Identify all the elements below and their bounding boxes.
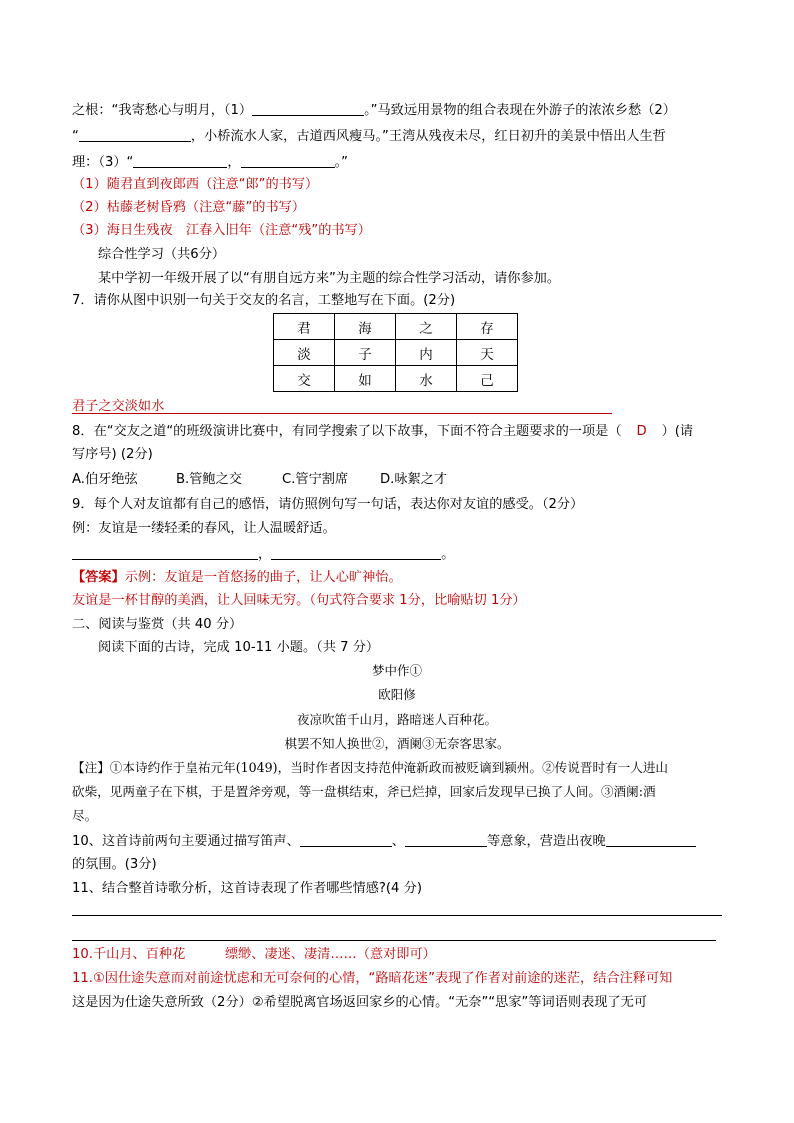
q11-question: 11、结合整首诗歌分析，这首诗表现了作者哪些情感?(4 分) — [72, 881, 422, 896]
grid-row — [274, 366, 518, 392]
q6-line-3-text-b: ， — [227, 155, 241, 170]
q6-answer-2: （2）枯藤老树昏鸦（注意“藤”的书写） — [72, 200, 306, 215]
note-line-1: 【注】①本诗约作于皇祐元年(1049)，当时作者因支持范仲淹新政而被贬谪到颍州。②传说晋时有一人进山 — [72, 760, 669, 775]
q6-blank-3a[interactable] — [133, 153, 227, 168]
q8-options — [72, 471, 447, 489]
q10-line-1 — [72, 832, 696, 851]
q8-option-c: C.管宁割席 — [282, 472, 349, 487]
q8-text-b: ）(请 — [661, 424, 694, 439]
answer-10: 10.千山月、百种花 缥缈、凄迷、凄清……（意对即可） — [72, 947, 436, 962]
q6-blank-3b[interactable] — [241, 153, 335, 168]
q9-end: 。 — [441, 547, 455, 562]
grid-cell: 子 — [335, 340, 396, 366]
q10-blank-1[interactable] — [300, 832, 392, 847]
q7-character-grid — [273, 313, 518, 392]
q10-line-2: 的氛围。(3分) — [72, 857, 157, 872]
poem-author: 欧阳修 — [378, 687, 416, 702]
answer-11-line-2: 这是因为仕途失意所致（2分）②希望脱离官场返回家乡的心情。“无奈”“思家”等词语则表现了无可 — [72, 995, 648, 1010]
q6-answer-1: （1）随君直到夜郎西（注意“郎”的书写） — [72, 177, 319, 192]
q8-option-b: B.管鲍之交 — [176, 472, 242, 487]
q8-text-a: 8．在“交友之道“的班级演讲比赛中，有同学搜索了以下故事，下面不符合主题要求的一项是（ — [72, 424, 622, 439]
q9-example: 例：友谊是一缕轻柔的春风，让人温暖舒适。 — [72, 521, 336, 536]
grid-cell: 存 — [457, 314, 518, 340]
q7-question: 7．请你从图中识别一句关于交友的名言，工整地写在下面。(2分) — [72, 293, 456, 308]
grid-cell: 如 — [335, 366, 396, 392]
q8-option-d: D.咏絮之才 — [380, 472, 448, 487]
grid-cell: 天 — [457, 340, 518, 366]
grid-row — [274, 314, 518, 340]
q9-blank-2[interactable] — [271, 545, 441, 560]
q6-answer-3: （3）海日生残夜 江春入旧年（注意“残”的书写） — [72, 223, 371, 238]
q6-line-2-text-a: “ — [72, 129, 79, 144]
answer-tag: 【答案】 — [72, 570, 125, 585]
q8-question-line-1 — [72, 423, 693, 441]
q6-line-3 — [72, 153, 348, 172]
q9-answer-blanks — [72, 545, 454, 564]
note-line-3: 尽。 — [72, 808, 98, 823]
q6-line-2-text-b: ，小桥流水人家，古道西风瘦马。”王湾从残夜未尽，红日初升的美景中悟出人生哲 — [190, 129, 666, 144]
grid-cell: 内 — [396, 340, 457, 366]
grid-cell: 海 — [335, 314, 396, 340]
q6-line-1-text-a: 之根：“我寄愁心与明月，（1） — [72, 103, 253, 118]
section-comprehensive-intro: 某中学初一年级开展了以“有朋自远方来”为主题的综合性学习活动，请你参加。 — [98, 271, 561, 286]
q7-answer-line — [72, 413, 612, 414]
section2-intro: 阅读下面的古诗，完成 10-11 小题。（共 7 分） — [98, 640, 380, 655]
q10-text-a: 10、这首诗前两句主要通过描写笛声、 — [72, 834, 300, 849]
q9-answer-1 — [72, 569, 402, 587]
q10-text-c: 等意象，营造出夜晚 — [486, 834, 606, 849]
poem-title: 梦中作① — [371, 663, 422, 678]
q11-answer-line-2[interactable] — [72, 940, 716, 941]
q9-blank-1[interactable] — [72, 545, 258, 560]
grid-cell: 君 — [274, 314, 335, 340]
grid-row — [274, 340, 518, 366]
q6-line-1-text-b: 。”马致远用景物的组合表现在外游子的浓浓乡愁（2） — [364, 103, 676, 118]
q10-blank-3[interactable] — [606, 832, 696, 847]
note-line-2: 砍柴，见两童子在下棋，于是置斧旁观，等一盘棋结束，斧已烂掉，回家后发现早已换了人间。③酒阑:酒 — [72, 784, 656, 799]
section-comprehensive-title: 综合性学习（共6分） — [98, 247, 226, 262]
poem-line-2: 棋罢不知人换世②，酒阑③无奈客思家。 — [284, 736, 510, 751]
q11-answer-line-1[interactable] — [72, 915, 722, 916]
grid-cell: 水 — [396, 366, 457, 392]
q9-answer-2: 友谊是一杯甘醇的美酒，让人回味无穷。（句式符合要求 1分，比喻贴切 1分） — [72, 593, 526, 608]
grid-cell: 淡 — [274, 340, 335, 366]
section2-title: 二、阅读与鉴赏（共 40 分） — [72, 617, 243, 632]
q6-line-2 — [72, 127, 666, 146]
q8-answer: D — [636, 424, 647, 439]
grid-cell: 交 — [274, 366, 335, 392]
grid-cell: 之 — [396, 314, 457, 340]
q6-blank-2[interactable] — [79, 127, 191, 142]
q6-line-3-text-a: 理：（3）“ — [72, 155, 134, 170]
q6-blank-1[interactable] — [252, 101, 364, 116]
grid-cell: 己 — [457, 366, 518, 392]
q8-question-line-2: 写序号) (2分) — [72, 447, 153, 462]
poem-line-1: 夜凉吹笛千山月，路暗迷人百种花。 — [296, 712, 497, 727]
q8-option-a: A.伯牙绝弦 — [72, 472, 138, 487]
q10-text-b: 、 — [391, 834, 405, 849]
q9-answer-1-text: 示例：友谊是一首悠扬的曲子，让人心旷神怡。 — [124, 570, 402, 585]
q6-line-3-text-c: 。” — [334, 155, 348, 170]
q9-question: 9．每个人对友谊都有自己的感悟，请仿照例句写一句话，表达你对友谊的感受。（2分） — [72, 497, 584, 512]
q7-answer: 君子之交淡如水 — [72, 399, 165, 414]
q9-separator: ， — [258, 547, 272, 562]
q10-blank-2[interactable] — [405, 832, 487, 847]
answer-11-line-1: 11.①因仕途失意而对前途忧虑和无可奈何的心情，“路暗花迷”表现了作者对前途的迷茫，结合注释可知 — [72, 971, 673, 986]
q6-line-1 — [72, 101, 676, 120]
